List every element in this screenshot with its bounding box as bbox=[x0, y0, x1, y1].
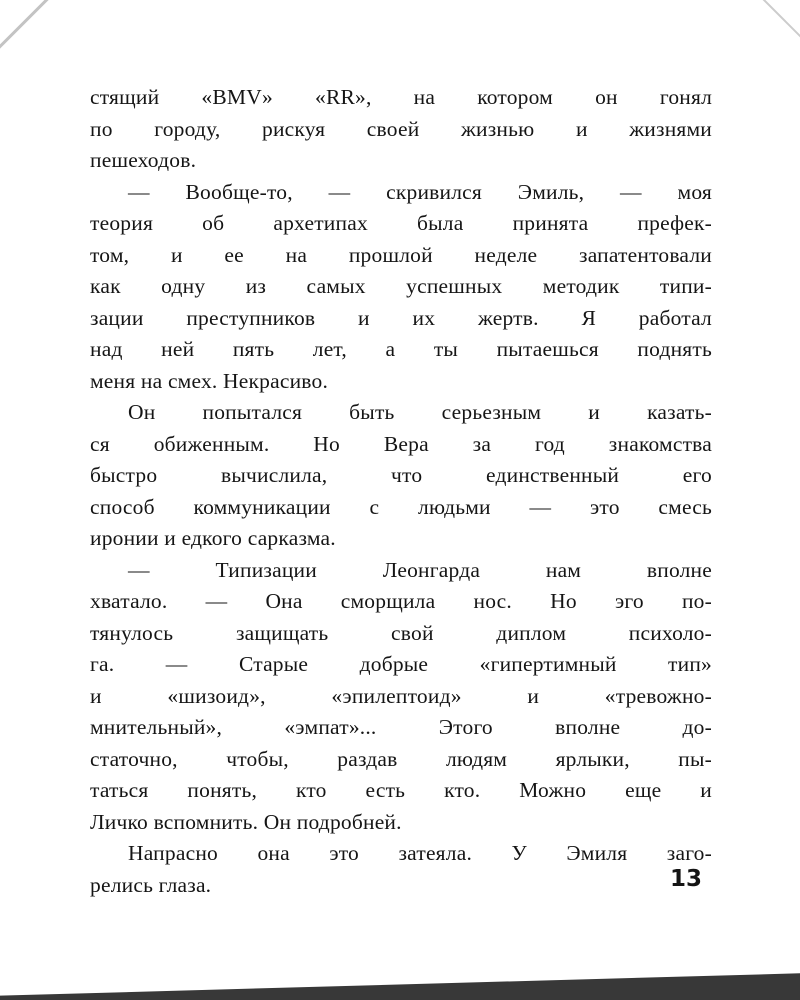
paragraph bbox=[90, 555, 712, 839]
text-line: над ней пять лет, а ты пытаешься поднять bbox=[90, 337, 712, 361]
text-line: Личко вспомнить. Он подробней. bbox=[90, 809, 402, 834]
paragraph bbox=[90, 838, 712, 901]
text-line: таться понять, кто есть кто. Можно еще и bbox=[90, 778, 712, 802]
text-line: хватало. — Она сморщила нос. Но эго по- bbox=[90, 589, 712, 613]
text-line: пешеходов. bbox=[90, 148, 197, 172]
page-text bbox=[90, 82, 712, 901]
paragraph bbox=[90, 82, 712, 177]
text-line: тянулось защищать свой диплом психоло- bbox=[90, 620, 712, 645]
text-line: релись глаза. bbox=[90, 872, 212, 897]
text-line: способ коммуникации с людьми — это смесь bbox=[90, 494, 712, 519]
text-line: теория об архетипах была принята префек- bbox=[90, 211, 712, 235]
text-line: ся обиженным. Но Вера за год знакомства bbox=[90, 431, 712, 456]
scan-edge-artifact-bottom bbox=[0, 973, 800, 1000]
text-line: как одну из самых успешных методик типи- bbox=[90, 274, 712, 298]
paragraph bbox=[90, 177, 712, 398]
text-line: Он попытался быть серьезным и казать- bbox=[128, 400, 712, 424]
text-line: стящий «BMV» «RR», на котором он гонял bbox=[90, 85, 712, 109]
scan-corner-artifact-top-right bbox=[760, 0, 800, 46]
paragraph bbox=[90, 397, 712, 555]
text-line: по городу, рискуя своей жизнью и жизнями bbox=[90, 116, 712, 141]
text-line: мнительный», «эмпат»... Этого вполне до- bbox=[90, 715, 712, 739]
text-line: зации преступников и их жертв. Я работал bbox=[90, 305, 712, 330]
text-line: и «шизоид», «эпилептоид» и «тревожно- bbox=[90, 683, 712, 708]
text-line: быстро вычислила, что единственный его bbox=[90, 463, 712, 487]
text-line: — Вообще-то, — скривился Эмиль, — моя bbox=[128, 179, 712, 204]
text-line: том, и ее на прошлой неделе запатентовали bbox=[90, 242, 712, 267]
page-number: 13 bbox=[669, 866, 702, 892]
text-line: меня на смех. Некрасиво. bbox=[90, 368, 329, 393]
text-line: га. — Старые добрые «гипертимный тип» bbox=[90, 652, 712, 676]
text-line: — Типизации Леонгарда нам вполне bbox=[128, 557, 712, 582]
scan-corner-artifact-top-left bbox=[0, 0, 51, 56]
text-line: иронии и едкого сарказма. bbox=[90, 526, 336, 550]
text-line: статочно, чтобы, раздав людям ярлыки, пы- bbox=[90, 746, 712, 771]
text-line: Напрасно она это затеяла. У Эмиля заго- bbox=[128, 841, 712, 865]
